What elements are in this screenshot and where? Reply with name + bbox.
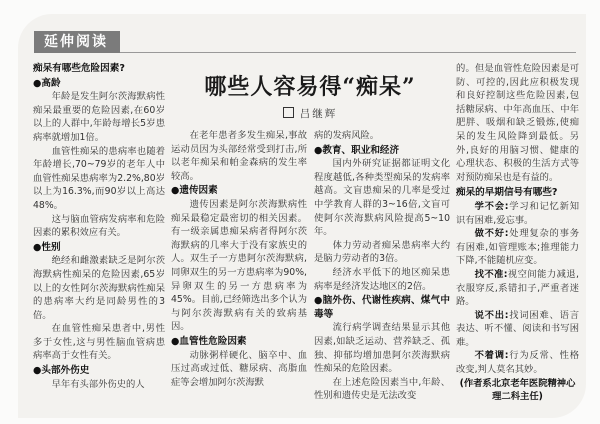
signal-item: [456, 268, 579, 309]
heading-genetics: ●遗传因素: [171, 185, 218, 197]
section-tab: 延伸阅读: [34, 31, 120, 53]
paragraph: 的。但是血管性危险因素是可防、可控的,因此应积极发现和良好控制这些危险因素,包括糖尿病、中年高血压、中年肥胖、吸烟和缺乏锻炼,使痴呆的发生风险降到最低。另外,良好的用脑习惯、健康的心理状态、积极的生活方式等对预防痴呆也是有益的。: [456, 63, 579, 183]
paragraph: 这与脑血管病发病率和危险因素的累积效应有关。: [33, 213, 165, 239]
paragraph: 绝经和雌激素缺乏是阿尔茨海默病性痴呆的危险因素,65岁以上的女性阿尔茨海默病性痴呆的患病率大约是同龄男性的3倍。: [33, 255, 165, 321]
signal-text: 找词困难、语言表达、听不懂、阅读和书写困难。: [456, 309, 579, 348]
column-2: [171, 129, 307, 389]
paragraph: 动脉粥样硬化、脑卒中、血压过高或过低、糖尿病、高脂血症等会增加阿尔茨海默: [171, 349, 307, 388]
heading-age: ●高龄: [33, 77, 61, 89]
column-1: [33, 62, 165, 391]
author-box-icon: [283, 107, 294, 118]
signal-text: 学习和记忆新知识有困难,爱忘事。: [456, 200, 579, 226]
section-question: 痴呆有哪些危险因素?: [33, 63, 125, 74]
author-name: 吕继辉: [299, 108, 338, 120]
paragraph: 国内外研究证据都证明文化程度越低,各种类型痴呆的发病率越高。文盲患痴呆的几率是受过中学教育人群的3~16倍,文盲可使阿尔茨海默病风险提高5~10年。: [314, 158, 450, 238]
signal-item: [456, 227, 579, 268]
paragraph: 病的发病风险。: [314, 130, 380, 141]
signal-text: 行为反常、性格改变,判人莫名其妙。: [456, 350, 579, 376]
paragraph: 年龄是发生阿尔茨海默病性痴呆最重要的危险因素,在60岁以上的人群中,年龄每增长5岁患病率就增加1倍。: [33, 91, 165, 143]
article-title: 哪些人容易得“痴呆”: [204, 74, 416, 100]
paragraph: 血管性痴呆的患病率也随着年龄增长,70~79岁的老年人中血管性痴呆患病率为2.2%,80岁以上为16.3%,而90岁以上高达48%。: [33, 145, 165, 211]
paragraph: 在血管性痴呆患者中,男性多于女性,这与男性脑血管病患病率高于女性有关。: [33, 323, 165, 362]
heading-sex: ●性别: [33, 241, 61, 253]
heading-education: ●教育、职业和经济: [314, 144, 400, 156]
signal-keyword: 学不会:: [474, 200, 509, 212]
paragraph: 早年有头部外伤史的人: [51, 378, 145, 390]
author-line: [171, 106, 449, 121]
column-3: [314, 129, 450, 403]
heading-trauma: ●脑外伤、代谢性疾病、煤气中毒等: [314, 295, 450, 320]
signal-keyword: 做不好:: [474, 228, 509, 240]
paragraph: 在老年患者多发生痴呆,事故运动员因为头部经常受到打击,所以老年痴呆和帕金森病的发生率较高。: [171, 130, 307, 182]
signal-keyword: 找不准:: [474, 268, 508, 280]
paragraph: 流行病学调查结果显示其他因素,如缺乏运动、营养缺乏、孤独、抑郁均增加患阿尔茨海默病性痴呆的危险因素。: [314, 322, 450, 375]
signal-keyword: 不着调:: [474, 350, 509, 362]
signal-item: [456, 200, 579, 227]
paragraph: 遗传因素是阿尔茨海默病性痴呆最稳定最密切的相关因素。有一级亲属患痴呆病者得阿尔茨海默病的几率大于没有家族史的人。双生子一方患阿尔茨海默病,同卵双生的另一方患病率为90%,异卵双生的另一方患病率为45%。目前,已经筛选出多个认为与阿尔茨海默病有关的致病基因。: [171, 198, 307, 333]
heading-vascular: ●血管性危险因素: [171, 335, 247, 347]
signal-item: [456, 349, 579, 376]
section-divider: [120, 52, 576, 53]
paragraph: 经济水平低下的地区痴呆患病率是经济发达地区的2倍。: [314, 266, 450, 292]
section-question-signals: 痴呆的早期信号有哪些?: [456, 187, 558, 199]
signal-text: 处理复杂的事务有困难,如管理账本;推理能力下降,不能随机应变。: [456, 228, 579, 267]
paragraph: 体力劳动者痴呆患病率大约是脑力劳动者的3倍。: [314, 239, 450, 265]
signal-text: 视空间能力减退,衣服穿反,系错扣子,严重者迷路。: [456, 268, 579, 308]
heading-head-injury: ●头部外伤史: [33, 365, 90, 377]
paragraph: 在上述危险因素当中,年龄、性别和遗传史是无法改变: [314, 376, 450, 402]
column-4: [456, 62, 579, 404]
signal-item: [456, 309, 579, 350]
signal-keyword: 说不出:: [474, 309, 509, 321]
author-credit: (作者系北京老年医院精神心理二科主任): [459, 377, 576, 403]
